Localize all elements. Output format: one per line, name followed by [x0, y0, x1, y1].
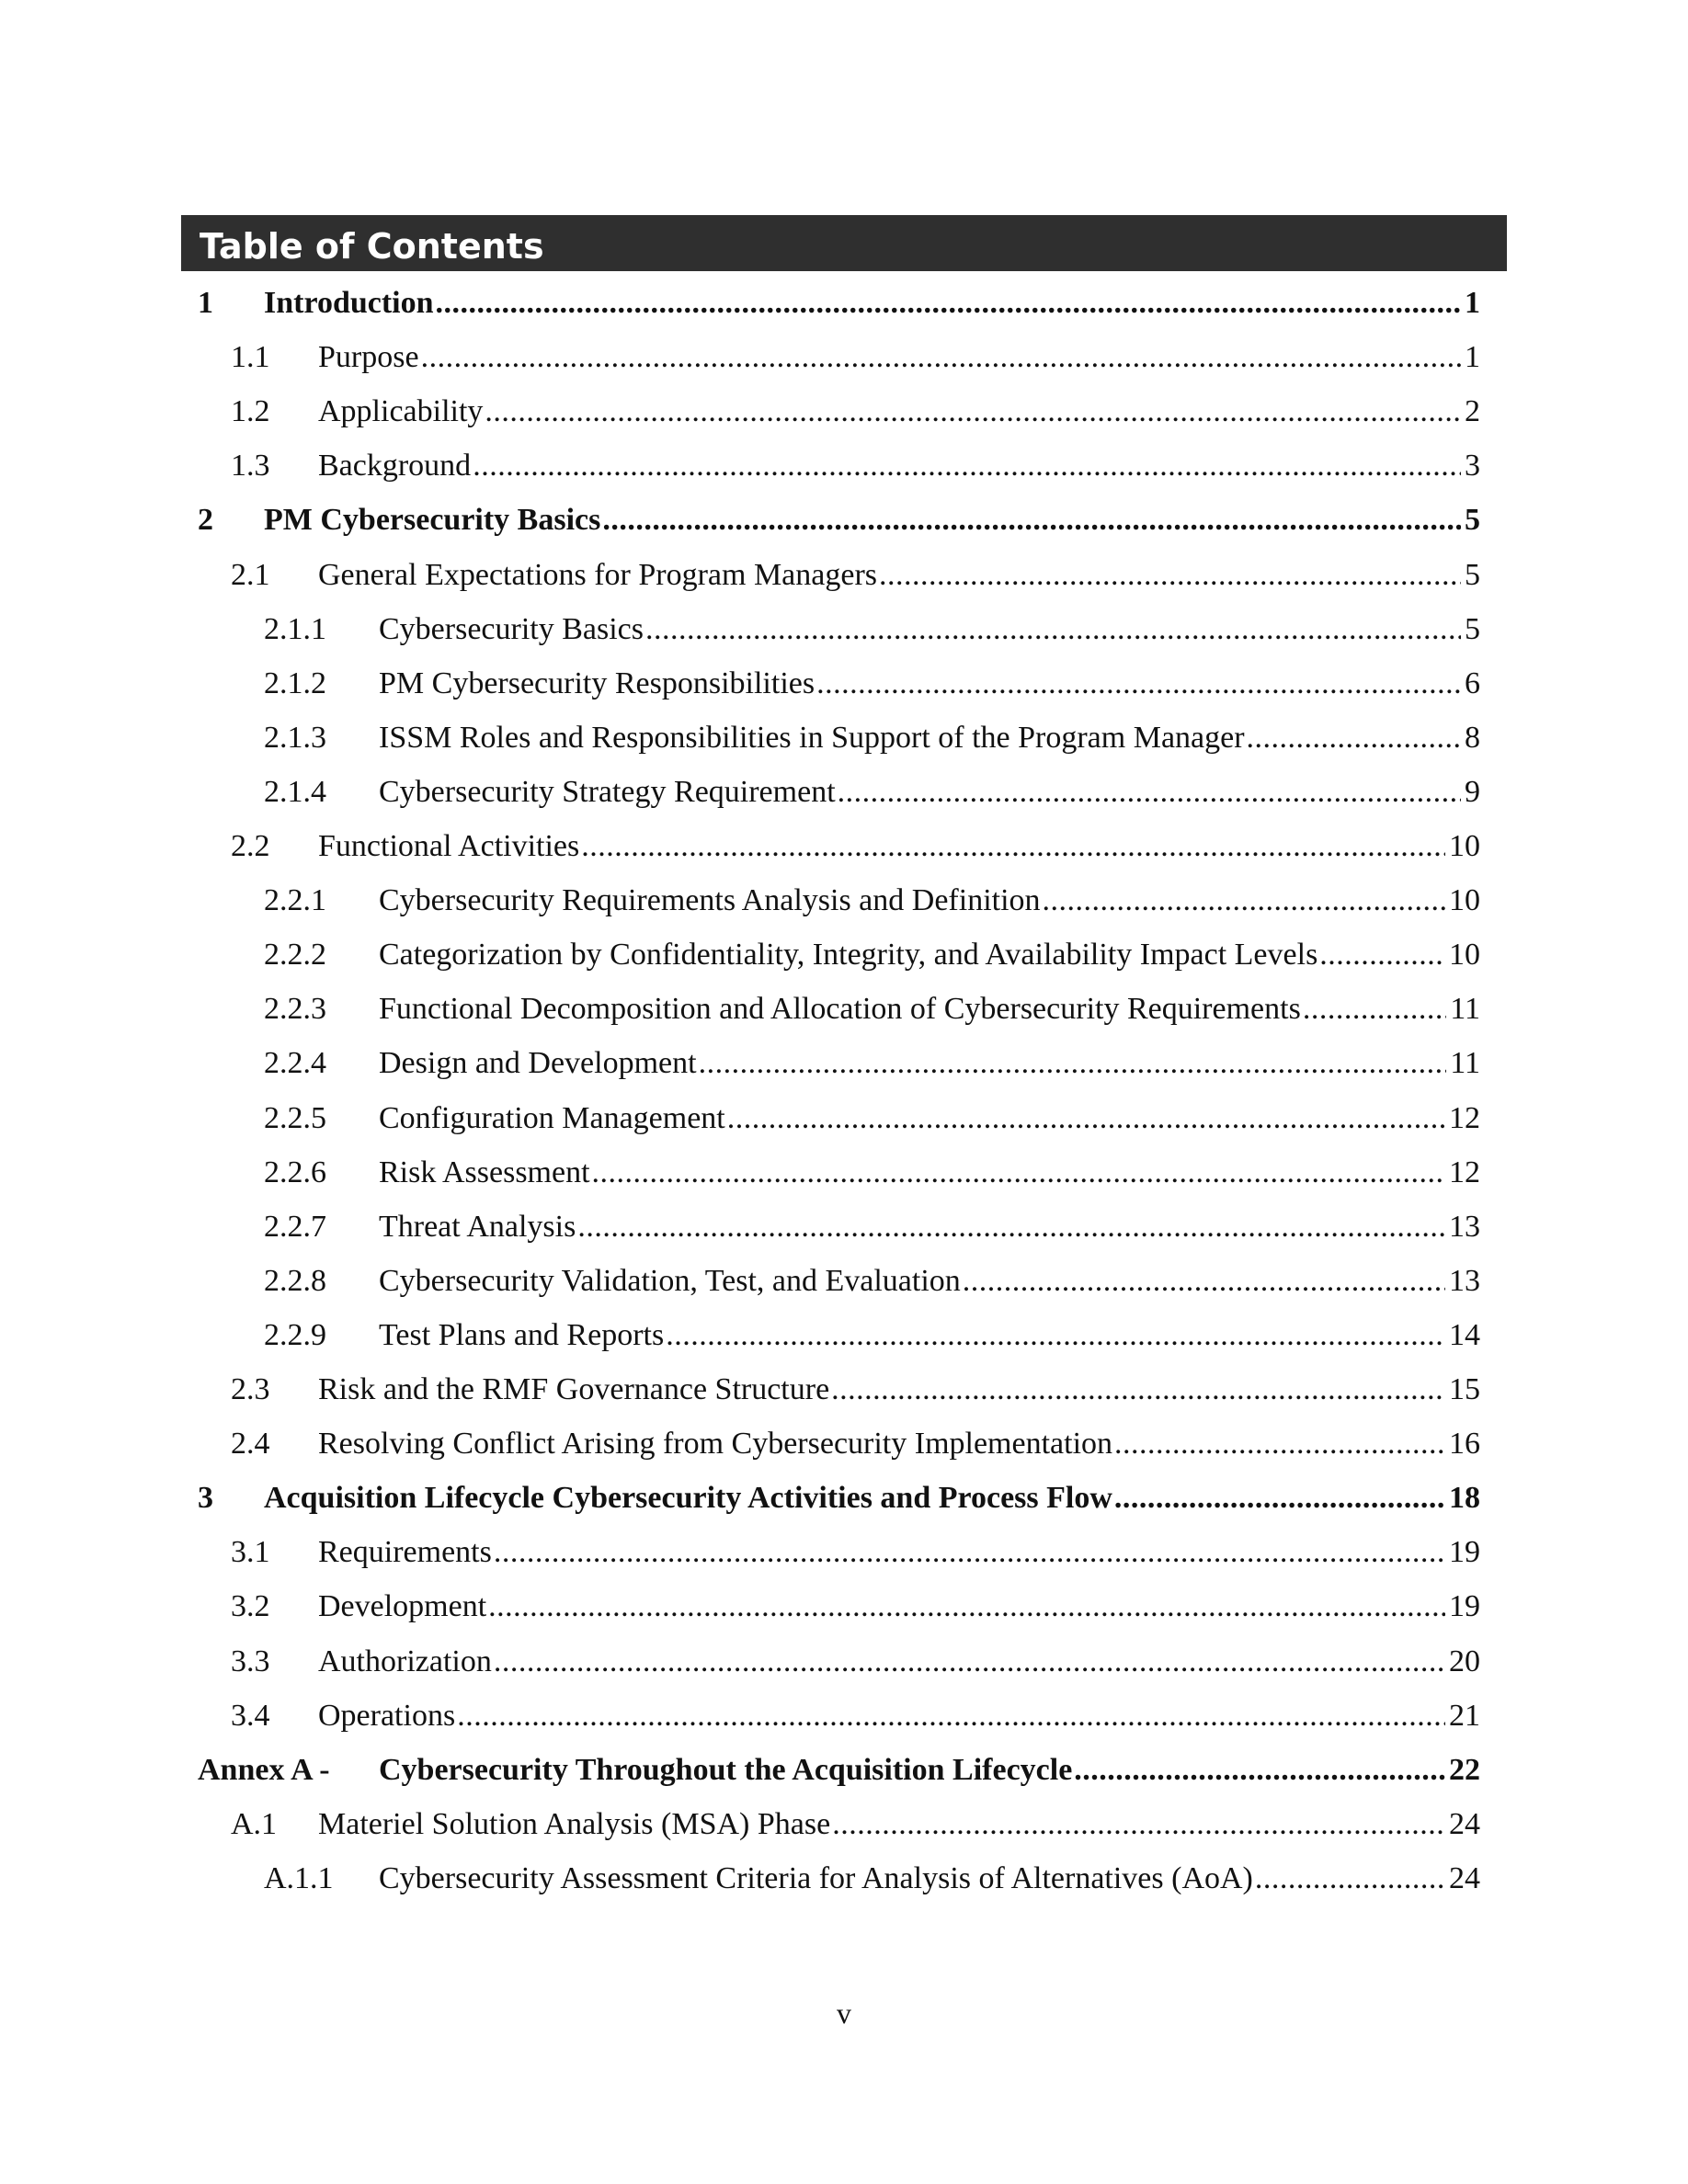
toc-entry-page: 21 — [1449, 1698, 1480, 1733]
toc-entry-number: A.1 — [231, 1806, 278, 1841]
dot-leader — [485, 389, 1461, 435]
toc-header-bar — [181, 215, 1507, 271]
dot-leader — [831, 1367, 1445, 1413]
toc-entry-page: 5 — [1465, 557, 1480, 592]
toc-entry[interactable] — [264, 1150, 1480, 1196]
toc-entry[interactable] — [264, 769, 1480, 815]
toc-entry[interactable] — [264, 1204, 1480, 1250]
toc-entry-page: 11 — [1450, 992, 1480, 1027]
dot-leader — [645, 607, 1461, 653]
toc-entry[interactable] — [264, 986, 1480, 1032]
toc-entry-number: 2.2.9 — [264, 1317, 326, 1352]
toc-entry[interactable] — [264, 932, 1480, 978]
toc-entry[interactable] — [264, 661, 1480, 707]
dot-leader — [1303, 986, 1446, 1032]
toc-entry-number: A.1.1 — [264, 1860, 334, 1895]
dot-leader — [727, 1096, 1445, 1142]
dot-leader — [1043, 878, 1445, 924]
toc-entry-page: 24 — [1449, 1806, 1480, 1841]
dot-leader — [473, 443, 1461, 489]
toc-entry[interactable] — [198, 497, 1480, 543]
toc-entry-title: Cybersecurity Throughout the Acquisition Lifecycle — [379, 1752, 1073, 1787]
toc-entry-page: 8 — [1465, 720, 1480, 755]
toc-entry-title: Test Plans and Reports — [379, 1317, 665, 1352]
toc-entry-page: 10 — [1449, 883, 1480, 918]
toc-entry-number: 2.2.6 — [264, 1155, 326, 1189]
toc-entry-page: 12 — [1449, 1100, 1480, 1135]
toc-entry-page: 16 — [1449, 1427, 1480, 1462]
toc-entry-page: 10 — [1449, 938, 1480, 973]
toc-entry-number: 3.3 — [231, 1644, 270, 1678]
toc-entry-page: 3 — [1465, 449, 1480, 483]
dot-leader — [494, 1530, 1445, 1575]
toc-entry-title: Cybersecurity Assessment Criteria for Analysis of Alternatives (AoA) — [379, 1860, 1253, 1895]
toc-entry-title: General Expectations for Program Managers — [318, 557, 877, 592]
toc-entry-page: 22 — [1449, 1752, 1480, 1787]
toc-entry[interactable] — [264, 1096, 1480, 1142]
toc-entry-title: Categorization by Confidentiality, Integrity, and Availability Impact Levels — [379, 938, 1318, 973]
toc-entry[interactable] — [198, 1475, 1480, 1521]
toc-entry-page: 5 — [1465, 503, 1480, 538]
toc-entry-number: 2 — [198, 503, 213, 538]
toc-entry-page: 20 — [1449, 1644, 1480, 1678]
toc-entry-page: 19 — [1449, 1589, 1480, 1624]
toc-entry[interactable] — [264, 878, 1480, 924]
toc-entry-title: ISSM Roles and Responsibilities in Support of the Program Manager — [379, 720, 1245, 755]
toc-entry-title: PM Cybersecurity Responsibilities — [379, 665, 815, 700]
toc-entry-title: Background — [318, 449, 472, 483]
toc-entry-number: 2.4 — [231, 1427, 270, 1462]
toc-entry-number: 3.1 — [231, 1535, 270, 1570]
toc-entry[interactable] — [231, 1802, 1480, 1848]
toc-entry-number: 2.2.8 — [264, 1263, 326, 1298]
toc-entry-number: 1.1 — [231, 340, 270, 375]
toc-entry-page: 10 — [1449, 829, 1480, 863]
toc-entry-number: 2.2.2 — [264, 938, 326, 973]
toc-entry[interactable] — [198, 280, 1480, 326]
toc-entry-title: Operations — [318, 1698, 456, 1733]
toc-entry-title: Development — [318, 1589, 487, 1624]
toc-entry[interactable] — [231, 1367, 1480, 1413]
toc-entry-number: 2.2.7 — [264, 1209, 326, 1244]
dot-leader — [592, 1150, 1445, 1196]
toc-entry-number: 2.2.4 — [264, 1046, 326, 1081]
dot-leader — [879, 552, 1461, 598]
toc-title: Table of Contents — [200, 225, 544, 267]
dot-leader — [494, 1639, 1445, 1685]
toc-entry[interactable] — [264, 1258, 1480, 1304]
dot-leader — [1247, 715, 1461, 761]
dot-leader — [436, 280, 1461, 326]
toc-entry[interactable] — [231, 389, 1480, 435]
toc-entry[interactable] — [264, 1041, 1480, 1086]
toc-entry-number: 2.2.1 — [264, 883, 326, 918]
page-number: v — [837, 1996, 851, 2030]
toc-entry-number: 3.4 — [231, 1698, 270, 1733]
toc-entry[interactable] — [231, 335, 1480, 381]
toc-entry[interactable] — [231, 824, 1480, 870]
toc-entry-number: 2.2.5 — [264, 1100, 326, 1135]
toc-entry-title: Design and Development — [379, 1046, 697, 1081]
toc-entry-title: Functional Decomposition and Allocation of Cybersecurity Requirements — [379, 992, 1301, 1027]
dot-leader — [666, 1313, 1445, 1359]
toc-entry[interactable] — [264, 1856, 1480, 1902]
dot-leader — [581, 824, 1445, 870]
toc-entry[interactable] — [264, 1313, 1480, 1359]
dot-leader — [699, 1041, 1447, 1086]
toc-entry[interactable] — [231, 1530, 1480, 1575]
toc-entry-number: 2.1.1 — [264, 611, 326, 646]
toc-entry[interactable] — [231, 443, 1480, 489]
toc-entry-page: 14 — [1449, 1317, 1480, 1352]
dot-leader — [1074, 1747, 1445, 1793]
toc-entry-number: 1.2 — [231, 394, 270, 429]
toc-entry-number: 2.1.4 — [264, 774, 326, 809]
toc-entry-page: 9 — [1465, 774, 1480, 809]
toc-entry-title: Risk and the RMF Governance Structure — [318, 1372, 830, 1406]
toc-entry-number: 3.2 — [231, 1589, 270, 1624]
toc-entry-page: 5 — [1465, 611, 1480, 646]
toc-entry-number: 2.2.3 — [264, 992, 326, 1027]
dot-leader — [1255, 1856, 1445, 1902]
toc-entry-title: Cybersecurity Strategy Requirement — [379, 774, 836, 809]
toc-entry-number: 2.1 — [231, 557, 270, 592]
dot-leader — [963, 1258, 1445, 1304]
toc-entry[interactable] — [264, 715, 1480, 761]
toc-entry-title: Cybersecurity Requirements Analysis and Definition — [379, 883, 1041, 918]
dot-leader — [1114, 1421, 1445, 1467]
toc-entry-page: 24 — [1449, 1860, 1480, 1895]
toc-entry-title: Threat Analysis — [379, 1209, 576, 1244]
toc-entry-page: 2 — [1465, 394, 1480, 429]
toc-entry[interactable] — [231, 1421, 1480, 1467]
toc-entry-page: 12 — [1449, 1155, 1480, 1189]
dot-leader — [577, 1204, 1445, 1250]
toc-entry-title: PM Cybersecurity Basics — [264, 503, 601, 538]
toc-entry[interactable] — [231, 1639, 1480, 1685]
toc-entry-page: 13 — [1449, 1209, 1480, 1244]
toc-entry-title: Materiel Solution Analysis (MSA) Phase — [318, 1806, 831, 1841]
toc-entry[interactable] — [231, 1693, 1480, 1739]
dot-leader — [816, 661, 1461, 707]
toc-entry-title: Purpose — [318, 340, 419, 375]
toc-entry-title: Risk Assessment — [379, 1155, 590, 1189]
toc-entry-title: Acquisition Lifecycle Cybersecurity Activities and Process Flow — [264, 1481, 1112, 1516]
dot-leader — [602, 497, 1461, 543]
toc-entry-number: 2.1.2 — [264, 665, 326, 700]
dot-leader — [838, 769, 1461, 815]
toc-entry-title: Applicability — [318, 394, 484, 429]
dot-leader — [832, 1802, 1445, 1848]
toc-entry-number: 2.1.3 — [264, 720, 326, 755]
toc-entry-page: 6 — [1465, 665, 1480, 700]
toc-entry-number: 3 — [198, 1481, 213, 1516]
toc-entry-title: Functional Activities — [318, 829, 580, 863]
toc-entry-title: Introduction — [264, 286, 434, 320]
toc-entry-page: 13 — [1449, 1263, 1480, 1298]
toc-entry-title: Cybersecurity Validation, Test, and Evaluation — [379, 1263, 961, 1298]
toc-entry-title: Authorization — [318, 1644, 492, 1678]
toc-entry-title: Configuration Management — [379, 1100, 725, 1135]
toc-entry-page: 15 — [1449, 1372, 1480, 1406]
toc-entry-number: 1 — [198, 286, 213, 320]
dot-leader — [488, 1584, 1445, 1630]
toc-entry[interactable] — [231, 552, 1480, 598]
dot-leader — [457, 1693, 1445, 1739]
toc-entry-page: 18 — [1449, 1481, 1480, 1516]
dot-leader — [1319, 932, 1445, 978]
toc-entry-number: 2.2 — [231, 829, 270, 863]
toc-entry-page: 1 — [1465, 286, 1480, 320]
toc-entry-page: 19 — [1449, 1535, 1480, 1570]
toc-entry-number: Annex A - — [198, 1752, 330, 1787]
dot-leader — [1114, 1475, 1445, 1521]
toc-entry[interactable] — [264, 607, 1480, 653]
toc-entry-number: 1.3 — [231, 449, 270, 483]
toc-entry-title: Requirements — [318, 1535, 492, 1570]
toc-entry-page: 11 — [1450, 1046, 1480, 1081]
toc-entry-number: 2.3 — [231, 1372, 270, 1406]
toc-entry[interactable] — [198, 1747, 1480, 1793]
toc-entry-page: 1 — [1465, 340, 1480, 375]
dot-leader — [421, 335, 1461, 381]
toc-entry-title: Cybersecurity Basics — [379, 611, 644, 646]
toc-entry-title: Resolving Conflict Arising from Cybersecurity Implementation — [318, 1427, 1113, 1462]
toc-entry[interactable] — [231, 1584, 1480, 1630]
